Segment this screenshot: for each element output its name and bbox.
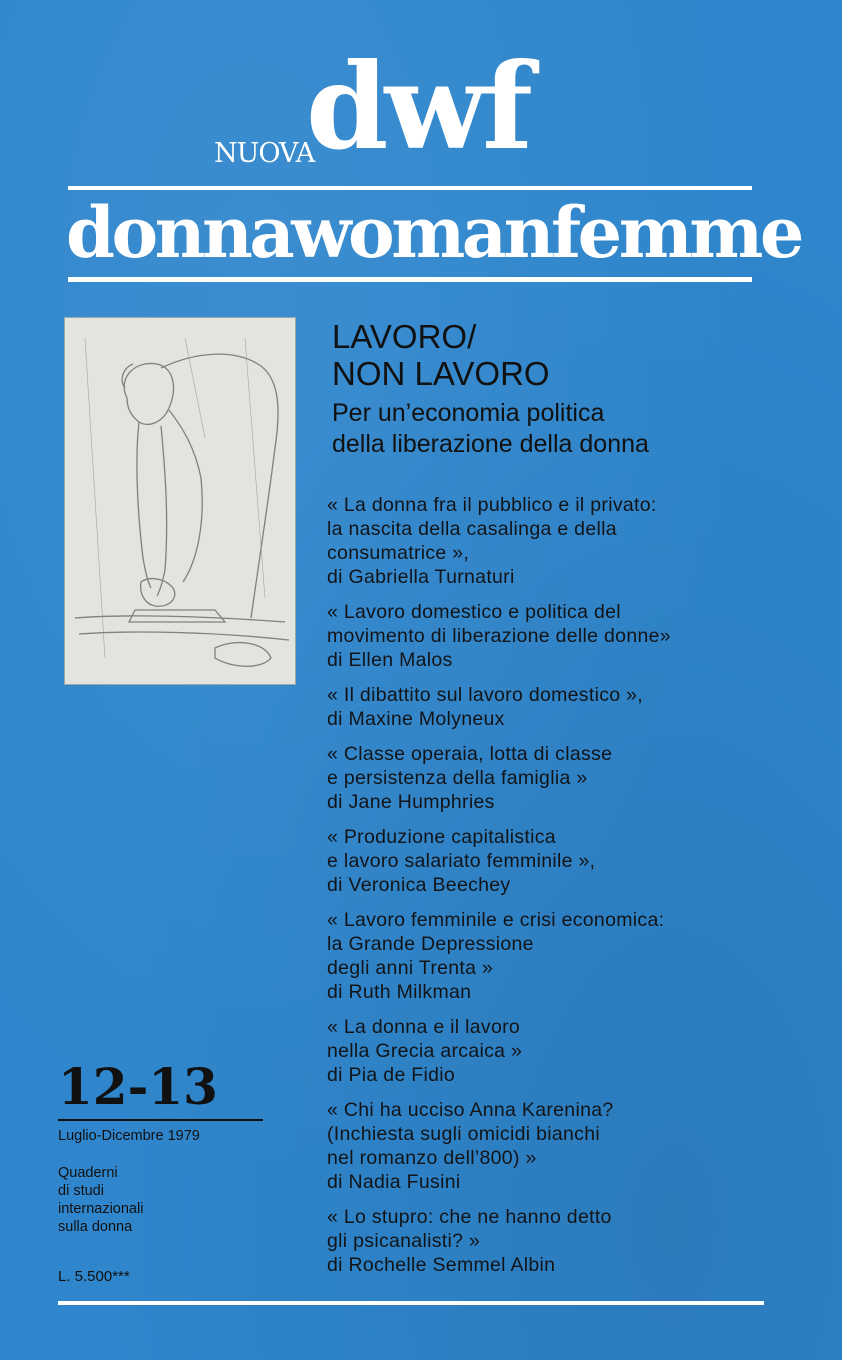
masthead-dwf-logo: dwf [306, 37, 529, 176]
list-item: « La donna fra il pubblico e il privato: la nascita della casalinga e della consumatrice », di Gabriella Turnaturi [327, 494, 657, 588]
feature-subtitle-line2: della liberazione della donna [332, 430, 649, 458]
list-item: « Classe operaia, lotta di classe e persistenza della famiglia » di Jane Humphries [327, 743, 613, 813]
list-item: « Lavoro femminile e crisi economica: la Grande Depressione degli anni Trenta » di Ruth Milkman [327, 909, 665, 1003]
issue-price: L. 5.500*** [58, 1268, 130, 1285]
issue-description: Quaderni di studi internazionali sulla donna [58, 1165, 144, 1235]
feature-title-line2: NON LAVORO [332, 355, 550, 392]
feature-subtitle-line1: Per un’economia politica [332, 399, 605, 427]
masthead-title: donnawomanfemme [66, 191, 801, 274]
feature-subtitle [332, 398, 649, 460]
issue-date: Luglio-Dicembre 1979 [58, 1128, 200, 1144]
list-item: « Il dibattito sul lavoro domestico », di Maxine Molyneux [327, 684, 643, 730]
list-item: « Lo stupro: che ne hanno detto gli psicanalisti? » di Rochelle Semmel Albin [327, 1206, 612, 1276]
woman-ironing-sketch-icon [64, 317, 296, 685]
feature-title-line1: LAVORO/ [332, 318, 477, 355]
list-item: « Lavoro domestico e politica del movimento di liberazione delle donne» di Ellen Malos [327, 601, 671, 671]
masthead-rule-bottom [68, 277, 752, 282]
bottom-rule [58, 1301, 764, 1305]
masthead-nuova: NUOVA [214, 138, 315, 169]
list-item: « La donna e il lavoro nella Grecia arcaica » di Pia de Fidio [327, 1016, 523, 1086]
issue-divider [58, 1119, 263, 1121]
article-list [327, 493, 787, 1288]
list-item: « Produzione capitalistica e lavoro salariato femminile », di Veronica Beechey [327, 826, 596, 896]
list-item: « Chi ha ucciso Anna Karenina? (Inchiesta sugli omicidi bianchi nel romanzo dell’800) » di Nadia Fusini [327, 1099, 614, 1193]
issue-number: 12-13 [58, 1057, 218, 1116]
feature-title [332, 318, 550, 392]
